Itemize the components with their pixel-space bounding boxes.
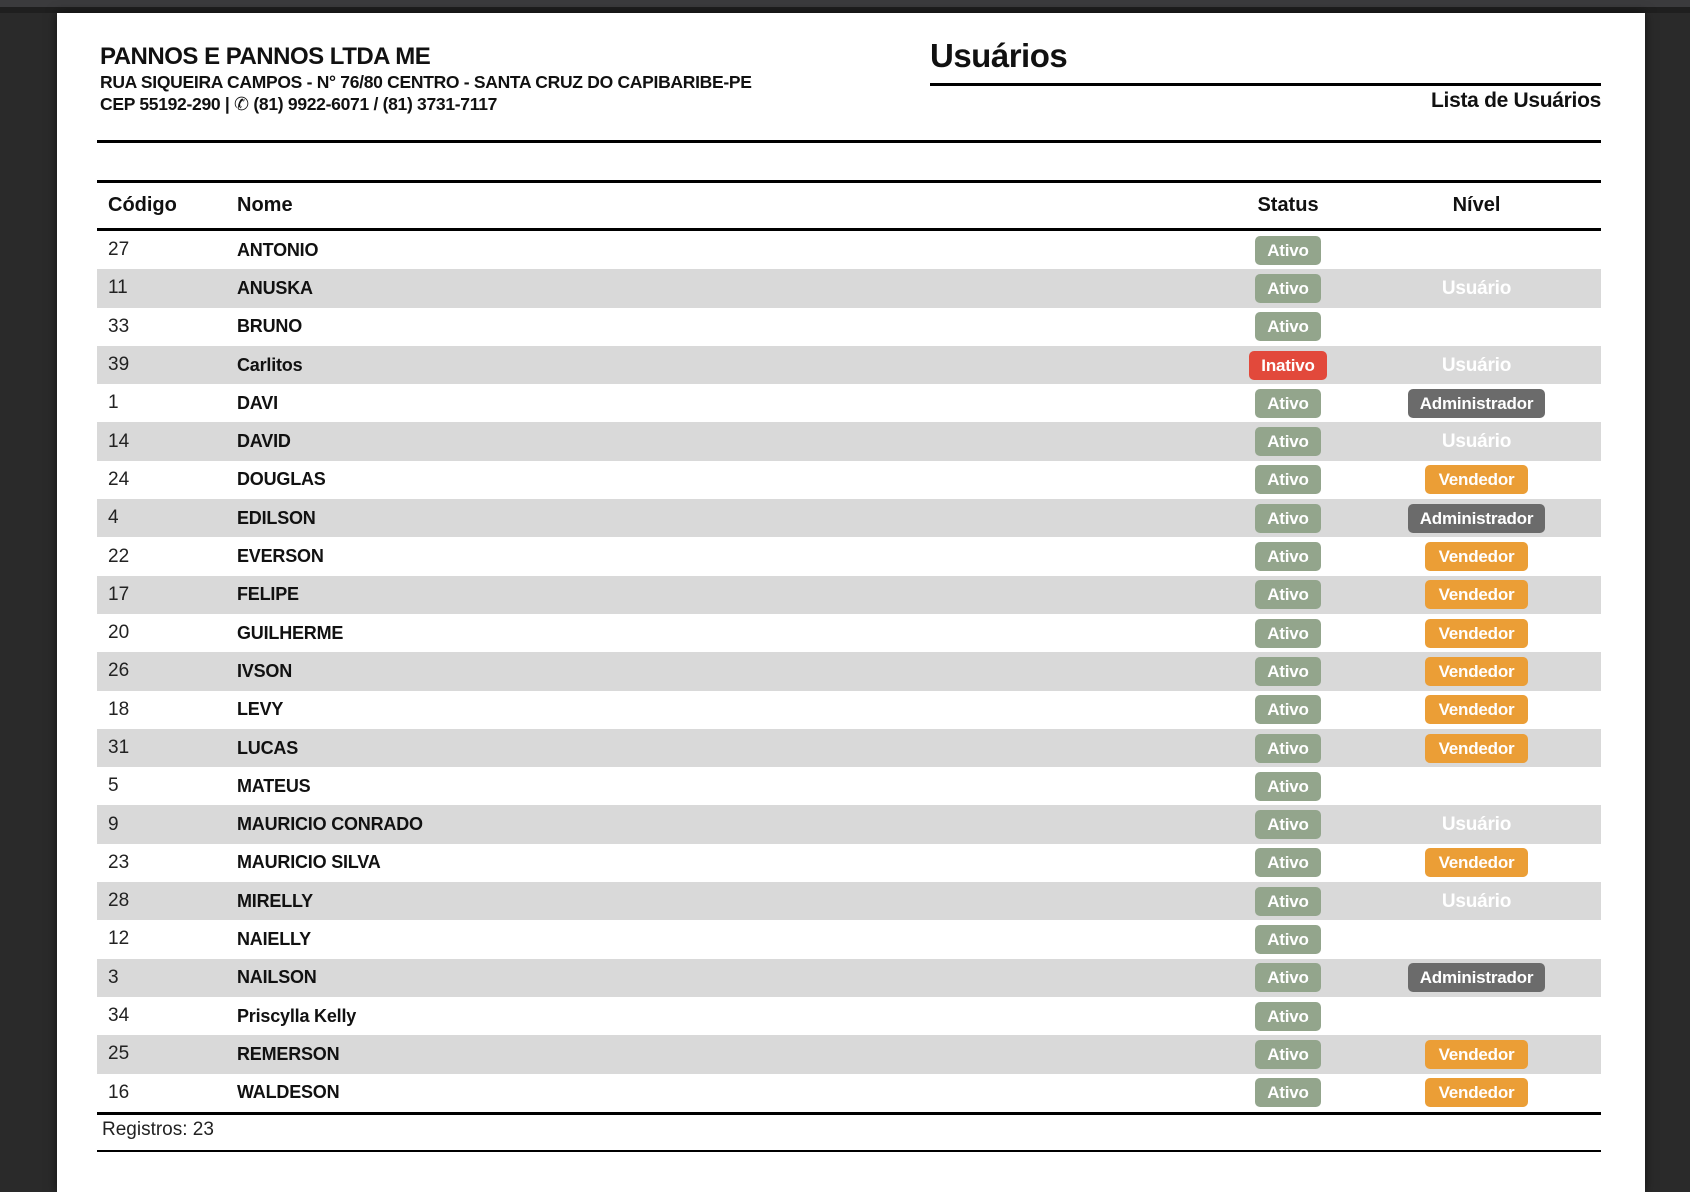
cell-codigo: 26 [108,660,130,682]
nivel-badge: Administrador [1408,504,1546,533]
cell-nome: ANTONIO [237,239,319,260]
cell-codigo: 5 [108,775,119,797]
cell-codigo: 4 [108,507,119,529]
cell-codigo: 17 [108,583,130,605]
table-row [97,1074,1601,1112]
cell-nome: EDILSON [237,507,316,528]
status-badge: Ativo [1255,427,1321,456]
table-row [97,461,1601,499]
cell-nome: MAURICIO CONRADO [237,814,423,835]
cell-nome: REMERSON [237,1043,340,1064]
table-row [97,691,1601,729]
cell-nome: MATEUS [237,775,311,796]
record-count: Registros: 23 [102,1119,214,1140]
table-row [97,576,1601,614]
cell-nome: DOUGLAS [237,469,326,490]
cell-nome: NAIELLY [237,928,311,949]
cell-codigo: 22 [108,545,130,567]
status-badge: Ativo [1255,236,1321,265]
nivel-badge: Vendedor [1425,465,1529,494]
nivel-badge: Vendedor [1425,619,1529,648]
nivel-badge: Vendedor [1425,848,1529,877]
cell-nome: FELIPE [237,584,299,605]
cell-codigo: 1 [108,392,119,414]
table-row [97,882,1601,920]
nivel-badge: Vendedor [1425,1078,1529,1107]
status-badge: Ativo [1255,542,1321,571]
cell-codigo: 34 [108,1005,130,1027]
status-badge: Ativo [1255,657,1321,686]
cell-codigo: 12 [108,928,130,950]
nivel-badge: Vendedor [1425,1040,1529,1069]
nivel-badge: Administrador [1408,389,1546,418]
table-row [97,1035,1601,1073]
table-row [97,499,1601,537]
phone-icon: ✆ [234,94,249,114]
table-row [97,231,1601,269]
cell-nome: ANUSKA [237,277,313,298]
nivel-badge: Usuário [1441,890,1512,912]
company-name: PANNOS E PANNOS LTDA ME [100,43,431,70]
nivel-badge: Administrador [1408,963,1546,992]
status-badge: Ativo [1255,619,1321,648]
status-badge: Inativo [1249,351,1326,380]
page-subtitle: Lista de Usuários [1431,89,1601,112]
table-row [97,652,1601,690]
table-row [97,997,1601,1035]
status-badge: Ativo [1255,1040,1321,1069]
status-badge: Ativo [1255,580,1321,609]
nivel-badge: Vendedor [1425,657,1529,686]
table-body [97,231,1601,1115]
company-address: RUA SIQUEIRA CAMPOS - N° 76/80 CENTRO - SANTA CRUZ DO CAPIBARIBE-PE [100,72,752,92]
cell-codigo: 24 [108,468,130,490]
nivel-badge: Usuário [1441,814,1512,836]
company-contact [100,93,752,115]
cell-codigo: 25 [108,1043,130,1065]
cell-codigo: 31 [108,737,130,758]
table-row [97,346,1601,384]
cell-codigo: 28 [108,890,130,912]
nivel-badge: Vendedor [1425,542,1529,571]
status-badge: Ativo [1255,465,1321,494]
cell-codigo: 23 [108,851,130,873]
status-badge: Ativo [1255,963,1321,992]
company-header [100,43,752,115]
table-row [97,537,1601,575]
table-row [97,959,1601,997]
status-badge: Ativo [1255,1078,1321,1107]
column-header-nome: Nome [237,194,293,216]
cell-codigo: 16 [108,1081,130,1103]
status-badge: Ativo [1255,389,1321,418]
viewer-top-bar [0,0,1690,7]
nivel-badge: Usuário [1441,277,1512,299]
title-underline [930,83,1601,86]
company-cep: CEP 55192-290 | [100,94,230,114]
table-top-rule [97,140,1601,143]
status-badge: Ativo [1255,925,1321,954]
status-badge: Ativo [1255,695,1321,724]
table-row [97,384,1601,422]
table-row [97,614,1601,652]
status-badge: Ativo [1255,274,1321,303]
cell-codigo: 14 [108,430,130,452]
status-badge: Ativo [1255,1002,1321,1031]
cell-nome: WALDESON [237,1082,340,1103]
cell-nome: LEVY [237,699,284,720]
cell-codigo: 39 [108,354,130,376]
cell-codigo: 20 [108,622,130,644]
status-badge: Ativo [1255,504,1321,533]
cell-nome: MAURICIO SILVA [237,852,381,873]
nivel-badge: Vendedor [1425,695,1529,724]
cell-nome: DAVI [237,392,278,413]
column-header-codigo: Código [108,194,177,216]
table-row [97,422,1601,460]
cell-codigo: 18 [108,698,130,720]
company-phones: (81) 9922-6071 / (81) 3731-7117 [253,94,498,114]
column-header-nivel: Nível [1452,194,1501,216]
table-row [97,844,1601,882]
table-row [97,805,1601,843]
status-badge: Ativo [1255,810,1321,839]
report-page [57,13,1645,1192]
table-row [97,269,1601,307]
status-badge: Ativo [1255,734,1321,763]
cell-nome: LUCAS [237,737,298,758]
table-row [97,920,1601,958]
column-header-status: Status [1257,194,1319,216]
status-badge: Ativo [1255,772,1321,801]
nivel-badge: Usuário [1441,431,1512,453]
cell-nome: NAILSON [237,967,317,988]
table-row [97,767,1601,805]
cell-nome: Priscylla Kelly [237,1005,357,1026]
status-badge: Ativo [1255,848,1321,877]
cell-nome: Carlitos [237,354,303,375]
footer-rule [97,1150,1601,1152]
table-row [97,308,1601,346]
cell-nome: MIRELLY [237,890,313,911]
cell-nome: BRUNO [237,316,302,337]
cell-nome: EVERSON [237,546,324,567]
status-badge: Ativo [1255,887,1321,916]
page-title: Usuários [930,37,1068,74]
cell-codigo: 33 [108,315,130,337]
table-row [97,729,1601,767]
cell-codigo: 9 [108,813,119,835]
cell-nome: GUILHERME [237,622,344,643]
cell-codigo: 3 [108,966,119,988]
status-badge: Ativo [1255,312,1321,341]
cell-codigo: 11 [108,277,128,299]
nivel-badge: Usuário [1441,354,1512,376]
cell-nome: IVSON [237,660,293,681]
table-header [97,180,1601,231]
cell-codigo: 27 [108,239,130,261]
nivel-badge: Vendedor [1425,734,1529,763]
cell-nome: DAVID [237,431,291,452]
nivel-badge: Vendedor [1425,580,1529,609]
